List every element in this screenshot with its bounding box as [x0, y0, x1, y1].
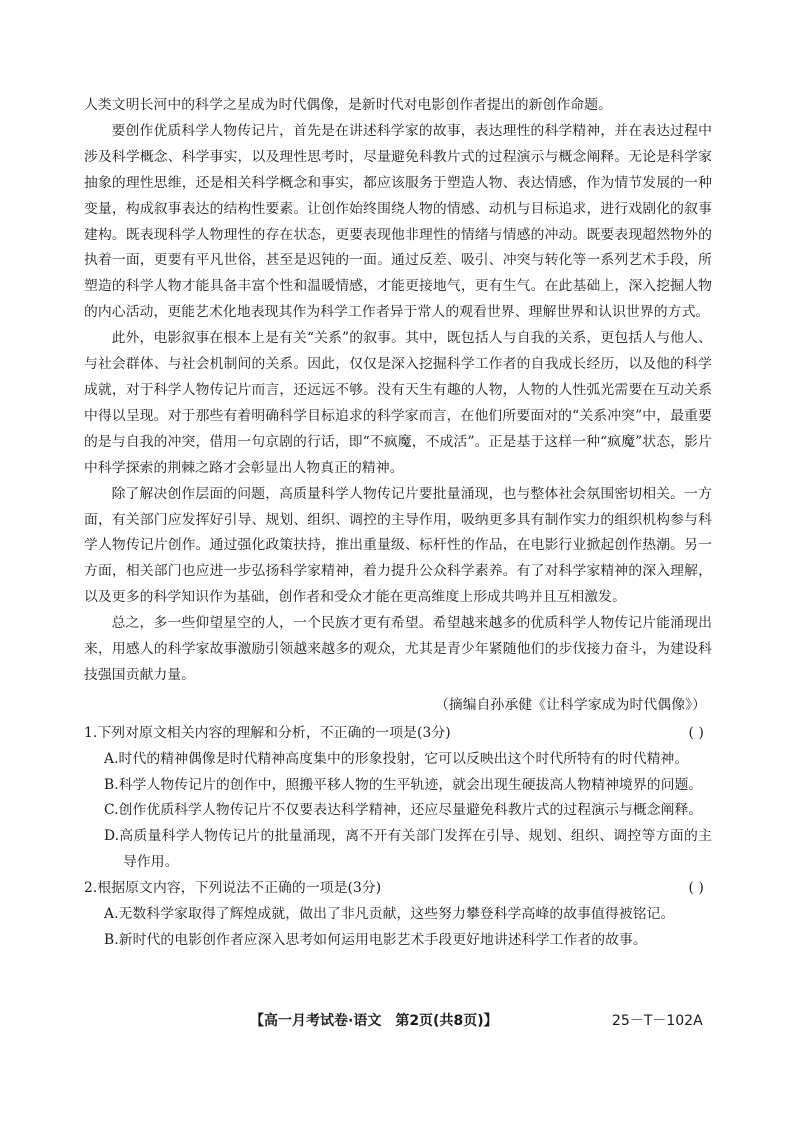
page-body: [84, 93, 712, 954]
option-c: C.创作优质科学人物传记片不仅要表达科学精神，还应尽量避免科教片式的过程演示与概念阐释。: [104, 802, 703, 819]
article-paragraph-3: 此外，电影叙事在根本上是有关“关系”的叙事。其中，既包括人与自我的关系，更包括人与他人、与社会群体、与社会机制间的关系。因此，仅仅是深入挖掘科学工作者的自我成长经历，以及他的科学成就，对于科学人物传记片而言，还远远不够。没有天生有趣的人物，人物的人性弧光需要在互动关系中得以呈现。对于那些有着明确科学目标追求的科学家而言，在他们所要面对的“关系冲突”中，最重要的是与自我的冲突，借用一句京剧的行话，即“不疯魔，不成活”。正是基于这样一种“疯魔”状态，影片中科学探索的荆棘之路才会彰显出人物真正的精神。: [84, 330, 712, 476]
question-stem: [84, 876, 712, 902]
answer-blank: ( ): [688, 724, 704, 741]
article-paragraph-4: 除了解决创作层面的问题，高质量科学人物传记片要批量涌现，也与整体社会氛围密切相关。一方面，有关部门应发挥好引导、规划、组织、调控的主导作用，吸纳更多具有制作实力的组织机构参与科学人物传记片创作。通过强化政策扶持，推出重量级、标杆性的作品，在电影行业掀起创作热潮。另一方面，相关部门也应进一步弘扬科学家精神，着力提升公众科学素养。有了对科学家精神的深入理解，以及更多的科学知识作为基础，创作者和受众才能在更高维度上形成共鸣并且互相激发。: [84, 485, 712, 606]
article-paragraph-2: 要创作优质科学人物传记片，首先是在讲述科学家的故事，表达理性的科学精神，并在表达过程中涉及科学概念、科学事实，以及理性思考时，尽量避免科教片式的过程演示与概念阐释。无论是科学家抽象的理性思维，还是相关科学概念和事实，都应该服务于塑造人物、表达情感，作为情节发展的一种变量，构成叙事表达的结构性要素。让创作始终围绕人物的情感、动机与目标追求，进行戏剧化的叙事建构。既表现科学人物理性的存在状态，更要表现他非理性的情绪与情感的冲动。既要表现超然物外的执着一面，更要有平凡世俗，甚至是迟钝的一面。通过反差、吸引、冲突与转化等一系列艺术手段，所塑造的科学人物才能具备丰富个性和温暖情感，才能更接地气，更有生气。在此基础上，深入挖掘人物的内心活动，更能艺术化地表现其作为科学工作者异于常人的观看世界、理解世界和认识世界的方式。: [84, 122, 712, 321]
question-2: [84, 876, 712, 954]
article-paragraph-5: 总之，多一些仰望星空的人，一个民族才更有希望。希望越来越多的优质科学人物传记片能涌现出来，用感人的科学家故事激励引领越来越多的观众，尤其是青少年紧随他们的步伐接力奋斗，为建设科技强国贡献力量。: [84, 615, 712, 683]
question-1: [84, 721, 712, 876]
question-stem: [84, 721, 712, 747]
footer-title: 【高一月考试卷·语文 第2页(共8页)】: [250, 1013, 498, 1029]
option-d: D.高质量科学人物传记片的批量涌现，离不开有关部门发挥在引导、规划、组织、调控等方面的主导作用。: [104, 828, 712, 871]
footer-code: 25－T－102A: [612, 1013, 703, 1029]
article-source: （摘编自孙承健《让科学家成为时代偶像》）: [434, 696, 706, 713]
option-b: B.新时代的电影创作者应深入思考如何运用电影艺术手段更好地讲述科学工作者的故事。: [104, 932, 647, 948]
option-a: A.时代的精神偶像是时代精神高度集中的形象投射，它可以反映出这个时代所特有的时代精神。: [104, 750, 689, 767]
question-stem-text: 2.根据原文内容，下列说法不正确的一项是(3分): [84, 880, 382, 897]
option-b: B.科学人物传记片的创作中，照搬平移人物的生平轨迹，就会出现生硬拔高人物精神境界的问题。: [104, 776, 703, 793]
option-a: A.无数科学家取得了辉煌成就，做出了非凡贡献，这些努力攀登科学高峰的故事值得被铭记。: [104, 906, 675, 923]
question-stem-text: 1.下列对原文相关内容的理解和分析，不正确的一项是(3分): [84, 724, 451, 741]
article-paragraph-1: 人类文明长河中的科学之星成为时代偶像，是新时代对电影创作者提出的新创作命题。: [84, 97, 613, 113]
answer-blank: ( ): [688, 880, 704, 897]
